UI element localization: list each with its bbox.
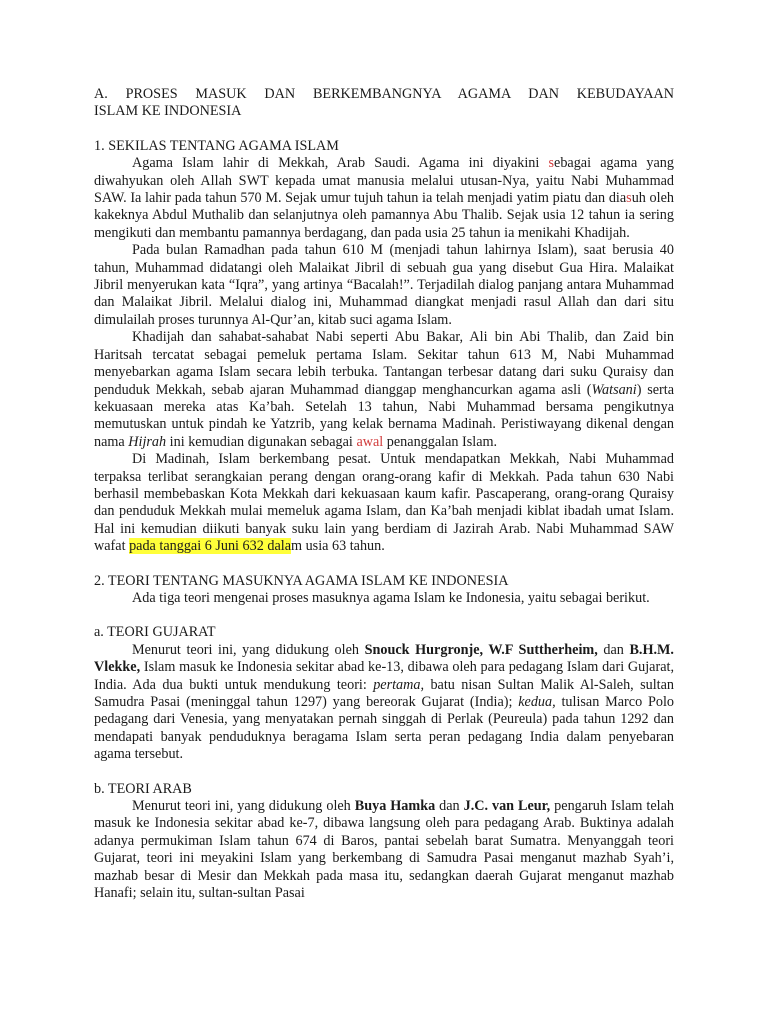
- spacer: [94, 764, 674, 781]
- text-run: dan: [597, 641, 630, 658]
- section-2-heading: 2. TEORI TENTANG MASUKNYA AGAMA ISLAM KE INDONESIA: [94, 572, 509, 589]
- spellcheck-mark: s: [548, 155, 555, 172]
- text-run: ebagai agama yang diwahyukan oleh Allah SWT kepada umat manusia melalui utusan-Nya, yaitu Nabi Muhammad SAW. Ia lahir pada tahun 570 M. Sejak umur tujuh tahun ia telah menjadi yatim piatu dan dia: [94, 155, 674, 207]
- document-page: [94, 86, 674, 902]
- text-run: ) serta kekuasaan mereka atas Ka’bah. Setelah 13 tahun, Nabi Muhammad bersama pengikutnya memutuskan untuk pindah ke Yatzrib, yang kelak bernama Madinah. Peristiwayang dikenal dengan nama: [94, 381, 674, 450]
- title-line-2: ISLAM KE INDONESIA: [94, 103, 242, 120]
- section-1-paragraph-1: [94, 155, 674, 242]
- section-2-intro: Ada tiga teori mengenai proses masuknya agama Islam ke Indonesia, yaitu sebagai berikut.: [132, 589, 650, 606]
- italic-term: kedua,: [518, 694, 556, 710]
- text-run: Menurut teori ini, yang didukung oleh: [132, 798, 355, 815]
- section-b-heading: b. TEORI ARAB: [94, 780, 192, 797]
- text-run: m usia 63 tahun.: [291, 538, 385, 555]
- italic-term: Watsani: [591, 381, 637, 398]
- text-run: penanggalan Islam.: [383, 433, 498, 450]
- spacer: [94, 556, 674, 573]
- text-run: tulisan Marco Polo pedagang dari Venesia, yang menyatakan pernah singgah di Perlak (Peureula) pada tahun 1292 dan mendapati banyak penduduknya beragama Islam serta peran pedagang India dalam penyebaran agama tersebut.: [94, 694, 674, 763]
- bold-names: B.H.M. Vlekke,: [94, 641, 674, 676]
- text-run: Di Madinah, Islam berkembang pesat. Untuk mendapatkan Mekkah, Nabi Muhammad terpaksa terlibat serangkaian perang dengan orang-orang kafir di Mekkah. Pada tahun 630 Nabi berhasil membebaskan Kota Mekkah dari kekuasaan kaum kafir. Pascaperang, orang-orang Quraisy dan penduduk Mekkah mulai memeluk agama Islam, dan Ka’bah menjadi kiblat ibadah umat Islam. Hal ini kemudian diikuti banyak suku lain yang berdiam di Jazirah Arab. Nabi Muhammad SAW wafat: [94, 451, 674, 555]
- section-1-paragraph-3: [94, 329, 674, 451]
- section-b-paragraph: [94, 798, 674, 902]
- text-run: uh oleh kakeknya Abdul Muthalib dan selanjutnya oleh pamannya Abu Thalib. Sejak usia 12 tahun ia sering mengikuti dan membantu pamannya berdagang, dan pada usia 25 tahun ia menikahi Khadijah.: [94, 190, 674, 241]
- section-1-heading: 1. SEKILAS TENTANG AGAMA ISLAM: [94, 137, 339, 154]
- red-text: awal: [356, 433, 384, 450]
- text-run: batu nisan Sultan Malik Al-Saleh, sultan Samudra Pasai (meninggal tahun 1297) yang bereorak Gujarat (India);: [94, 676, 675, 710]
- bold-names: Snouck Hurgronje, W.F Suttherheim,: [364, 641, 598, 658]
- section-1-paragraph-2: Pada bulan Ramadhan pada tahun 610 M (menjadi tahun lahirnya Islam), saat berusia 40 tahun, Muhammad didatangi oleh Malaikat Jibril di sebuah gua yang disebut Gua Hira. Malaikat Jibril menyerukan kata “Iqra”, yang artinya “Bacalah!”. Terjadilah dialog panjang antara Muhammad dan Malaikat Jibril. Melalui dialog ini, Muhammad diangkat menjadi rasul Allah dan dari situ dimulailah proses turunnya Al-Qur’an, kitab suci agama Islam.: [94, 242, 674, 328]
- text-run: ini kemudian digunakan sebagai: [166, 433, 357, 450]
- section-a-paragraph: [94, 642, 674, 764]
- bold-names: Buya Hamka: [354, 798, 436, 815]
- document-title: [94, 86, 674, 121]
- text-run: dan: [435, 798, 464, 815]
- text-run: Menurut teori ini, yang didukung oleh: [132, 641, 365, 658]
- text-run: Islam masuk ke Indonesia sekitar abad ke-13, dibawa oleh para pedagang Islam dari Gujarat, India. Ada dua bukti untuk mendukung teori:: [94, 659, 674, 693]
- spellcheck-mark: s: [626, 190, 632, 207]
- text-run: Agama Islam lahir di Mekkah, Arab Saudi. Agama ini diyakini: [132, 155, 549, 172]
- text-run: Khadijah dan sahabat-sahabat Nabi seperti Abu Bakar, Ali bin Abi Thalib, dan Zaid bin Haritsah tercatat sebagai pemeluk pertama Islam. Sekitar tahun 613 M, Nabi Muhammad menyebarkan agama Islam secara lebih terbuka. Tantangan terbesar datang dari suku Quraisy dan penduduk Mekkah, sebab ajaran Muhammad dianggap menghancurkan agama asli (: [94, 329, 674, 398]
- italic-term: Hijrah: [128, 433, 167, 450]
- title-line-1: A. PROSES MASUK DAN BERKEMBANGNYA AGAMA DAN KEBUDAYAAN: [94, 86, 674, 102]
- section-a-heading: a. TEORI GUJARAT: [94, 624, 216, 641]
- italic-term: pertama,: [373, 676, 425, 693]
- text-run: pengaruh Islam telah masuk ke Indonesia sekitar abad ke-7, dibawa langsung oleh para pedagang Arab. Buktinya adalah adanya permukiman Islam tahun 674 di Baros, pantai sebelah barat Sumatra. Menyanggah teori Gujarat, teori ini meyakini Islam yang berkembang di Samudra Pasai menganut mazhab Syah’i, mazhab besar di Mesir dan Mekkah pada masa itu, sedangkan daerah Gujarat menganut mazhab Hanafi; selain itu, sultan-sultan Pasai: [94, 798, 674, 902]
- section-1-paragraph-4: [94, 451, 674, 555]
- highlighted-text: pada tanggai 6 Juni 632 dala: [129, 538, 291, 555]
- bold-names: J.C. van Leur,: [463, 798, 551, 815]
- spacer: [94, 121, 674, 138]
- spacer: [94, 607, 674, 624]
